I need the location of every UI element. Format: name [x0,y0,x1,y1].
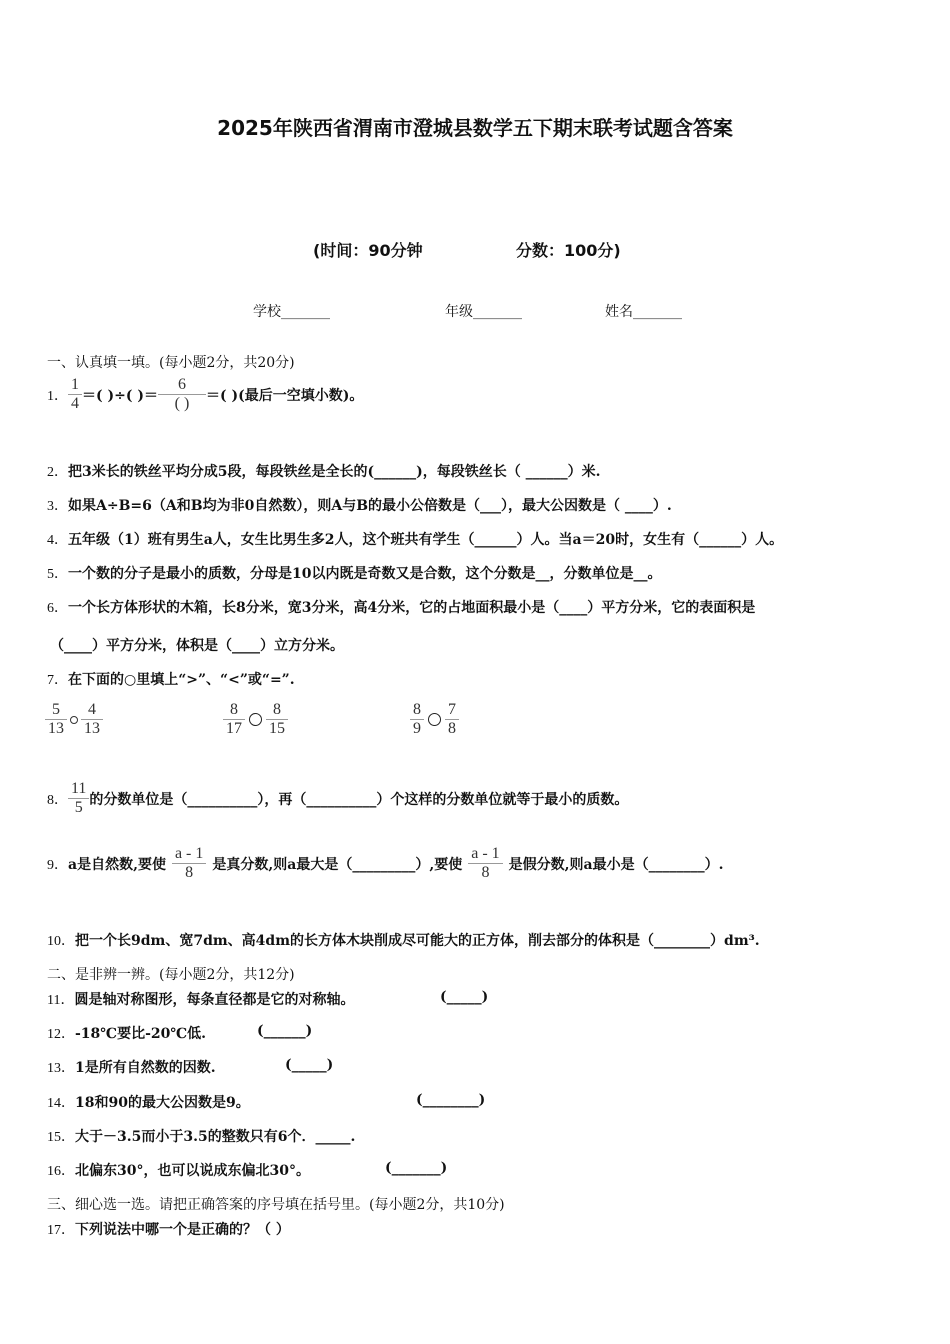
fraction: $\frac{6}{( )}$ [158,376,206,414]
question-3: 3．如果A÷B=6（A和B均为非0自然数），则A与B的最小公倍数是（___），最大公因数是（ ____）. [47,498,672,514]
score-label: 分数：100分) [516,241,621,260]
question-14: 14．18和90的最大公因数是9。 [47,1095,250,1111]
compare-circle[interactable] [70,716,78,724]
question-12: 12．-18℃要比-20℃低. [47,1026,207,1042]
question-15: 15．大于－3.5而小于3.5的整数只有6个．_____. [47,1129,356,1145]
question-1 [47,376,363,414]
section-2-heading: 二、是非辨一辨。(每小题2分，共12分) [47,967,295,983]
fraction: $\frac{5}{13}$ [45,701,67,739]
question-8: 8． $\frac{11}{5}$ 的分数单位是（__________），再（__________）个这样的分数单位就等于最小的质数。 [47,780,629,817]
question-9: 9． a是自然数,要使 $\frac{a - 1}{8}$ 是真分数,则a最大是（_________）,要使 $\frac{a - 1}{8}$ 是假分数,则a最小是（________）. [47,845,724,882]
compare-pair-2 [223,701,288,739]
time-label: (时间：90分钟 [313,241,423,260]
fraction: $\frac{8}{15}$ [266,701,288,739]
question-13: 13．1是所有自然数的因数. [47,1060,216,1076]
question-4: 4．五年级（1）班有男生a人，女生比男生多2人，这个班共有学生（______）人。当a＝20时，女生有（______）人。 [47,532,784,548]
compare-pair-3 [410,701,459,739]
question-6-continued: （____）平方分米，体积是（____）立方分米。 [50,638,344,654]
question-5: 5．一个数的分子是最小的质数，分母是10以内既是奇数又是合数，这个分数是__，分数单位是__。 [47,566,662,582]
question-17: 17．下列说法中哪一个是正确的？（ ） [47,1222,290,1238]
fraction: $\frac{a - 1}{8}$ [172,845,206,883]
question-16: 16．北偏东30°，也可以说成东偏北30°。 [47,1163,310,1179]
question-text: ＝( )÷( )＝ [82,387,158,404]
section-3-heading: 三、细心选一选。请把正确答案的序号填在括号里。(每小题2分，共10分) [47,1197,505,1213]
compare-circle[interactable] [249,713,262,726]
question-7: 7．在下面的○里填上“>”、“<”或“=”. [47,672,295,688]
fraction: $\frac{1}{4}$ [68,376,82,414]
question-text: ＝( )(最后一空填小数)。 [205,387,364,404]
fraction: $\frac{4}{13}$ [81,701,103,739]
fraction: $\frac{8}{17}$ [223,701,245,739]
question-6: 6．一个长方体形状的木箱，长8分米，宽3分米，高4分米，它的占地面积最小是（____）平方分米，它的表面积是 [47,600,756,616]
answer-blank[interactable]: (_____) [285,1057,334,1073]
fraction: $\frac{a - 1}{8}$ [468,845,502,883]
fraction: $\frac{7}{8}$ [445,701,459,739]
section-1-heading: 一、认真填一填。(每小题2分，共20分) [47,355,295,371]
page-title: 2025年陕西省渭南市澄城县数学五下期末联考试题含答案 [217,116,733,140]
question-10: 10．把一个长9dm、宽7dm、高4dm的长方体木块削成尽可能大的正方体，削去部分的体积是（________）dm³. [47,933,760,949]
question-number: 1． [47,388,68,404]
school-field[interactable]: 学校_______ [253,304,330,320]
grade-field[interactable]: 年级_______ [445,304,522,320]
fraction: $\frac{8}{9}$ [410,701,424,739]
compare-circle[interactable] [428,713,441,726]
question-11: 11．圆是轴对称图形，每条直径都是它的对称轴。 [47,992,355,1008]
compare-pair-1 [45,701,103,739]
answer-blank[interactable]: (________) [416,1092,486,1108]
answer-blank[interactable]: (_____) [440,989,489,1005]
answer-blank[interactable]: (_______) [385,1160,448,1176]
fraction: $\frac{11}{5}$ [68,780,89,818]
answer-blank[interactable]: (______) [257,1023,313,1039]
question-2: 2．把3米长的铁丝平均分成5段，每段铁丝是全长的(______)，每段铁丝长（ ______）米. [47,464,601,480]
name-field[interactable]: 姓名_______ [605,304,682,320]
